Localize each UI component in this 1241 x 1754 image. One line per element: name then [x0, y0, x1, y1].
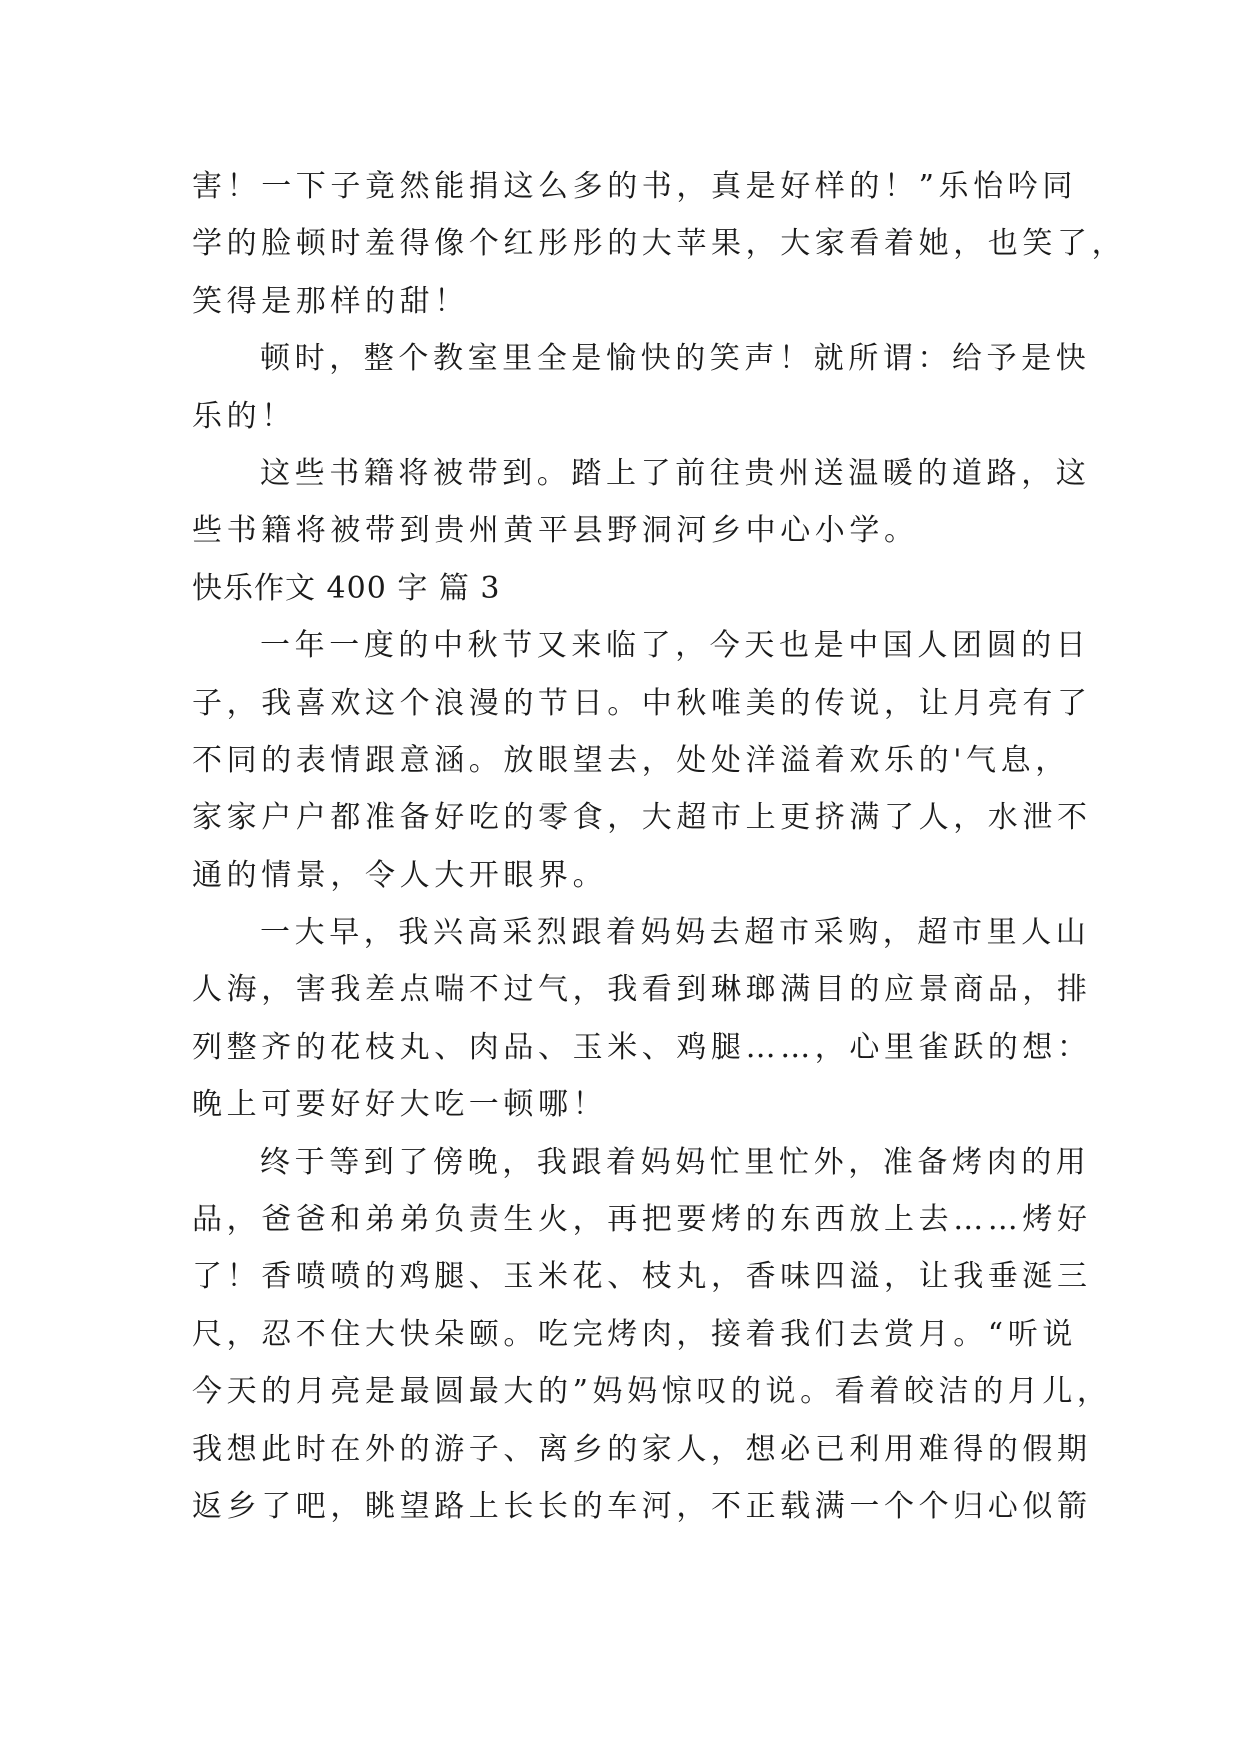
text-line: 不同的表情跟意涵。放眼望去，处处洋溢着欢乐的'气息， [192, 742, 1070, 778]
text-line: 返乡了吧，眺望路上长长的车河，不正载满一个个归心似箭 [192, 1488, 1092, 1524]
text-line: 乐的！ [192, 398, 296, 434]
text-line: 终于等到了傍晚，我跟着妈妈忙里忙外，准备烤肉的用 [260, 1144, 1091, 1180]
text-line: 我想此时在外的游子、离乡的家人，想必已利用难得的假期 [192, 1431, 1092, 1467]
text-line: 尺，忍不住大快朵颐。吃完烤肉，接着我们去赏月。“听说 [192, 1316, 1077, 1352]
text-line: 些书籍将被带到贵州黄平县野洞河乡中心小学。 [192, 513, 919, 549]
text-line: 笑得是那样的甜！ [192, 283, 469, 319]
document-body [192, 158, 1127, 1535]
text-line: 害！一下子竟然能捐这么多的书，真是好样的！”乐怡吟同 [192, 169, 1077, 204]
section-heading: 快乐作文 400 字 篇 3 [192, 570, 501, 606]
text-line: 了！香喷喷的鸡腿、玉米花、枝丸，香味四溢，让我垂涎三 [192, 1259, 1092, 1295]
text-line: 品，爸爸和弟弟负责生火，再把要烤的东西放上去……烤好 [192, 1202, 1092, 1238]
text-line: 这些书籍将被带到。踏上了前往贵州送温暖的道路，这 [260, 455, 1091, 491]
text-line: 列整齐的花枝丸、肉品、玉米、鸡腿……，心里雀跃的想： [192, 1029, 1092, 1065]
text-line: 今天的月亮是最圆最大的”妈妈惊叹的说。看着皎洁的月儿， [192, 1374, 1112, 1410]
text-line: 通的情景，令人大开眼界。 [192, 857, 608, 893]
text-line: 一大早，我兴高采烈跟着妈妈去超市采购，超市里人山 [260, 915, 1091, 951]
text-line: 人海，害我差点喘不过气，我看到琳瑯满目的应景商品，排 [192, 972, 1092, 1008]
text-line: 顿时，整个教室里全是愉快的笑声！就所谓：给予是快 [260, 341, 1091, 377]
text-line: 学的脸顿时羞得像个红彤彤的大苹果，大家看着她，也笑了， [192, 226, 1127, 262]
text-line: 晚上可要好好大吃一顿哪！ [192, 1087, 608, 1123]
text-line: 家家户户都准备好吃的零食，大超市上更挤满了人，水泄不 [192, 800, 1092, 836]
text-line: 子，我喜欢这个浪漫的节日。中秋唯美的传说，让月亮有了 [192, 685, 1092, 721]
text-line: 一年一度的中秋节又来临了，今天也是中国人团圆的日 [260, 628, 1091, 664]
